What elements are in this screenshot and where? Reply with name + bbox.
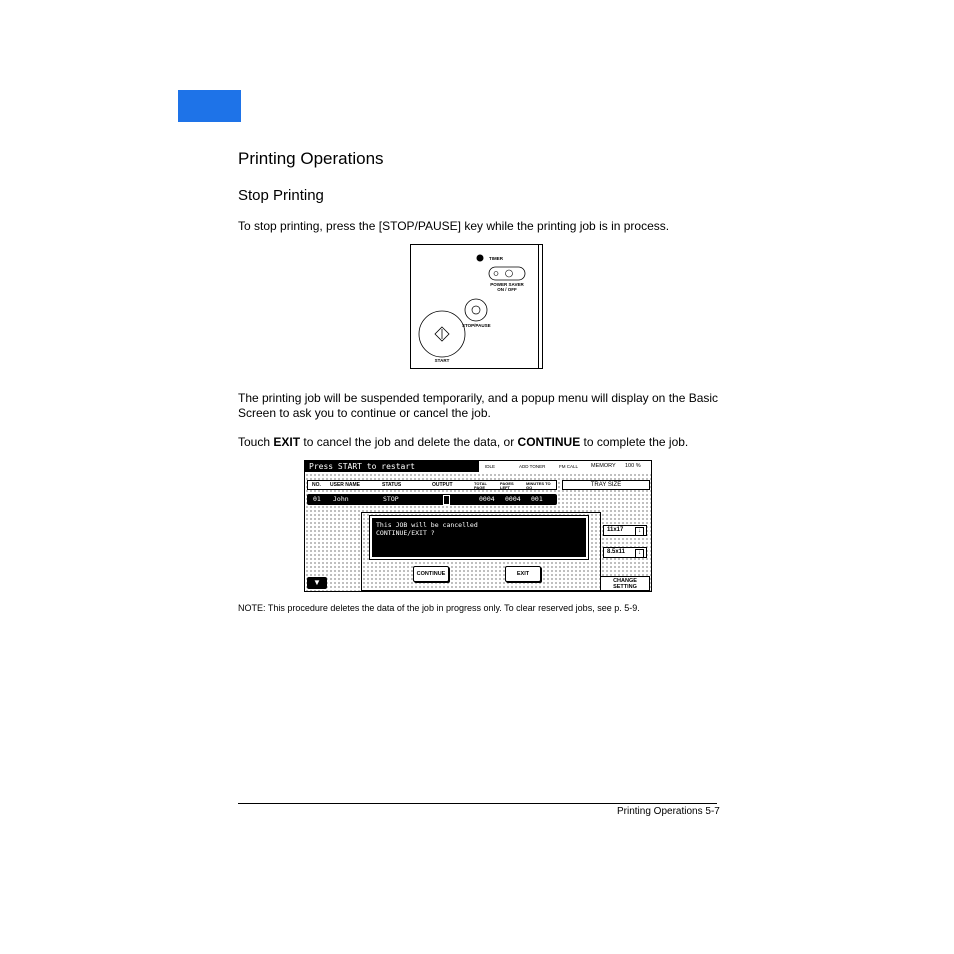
status-memory: MEMORY xyxy=(591,463,616,469)
cancel-popup-dialog xyxy=(361,512,601,591)
job-row[interactable]: 01 John STOP 0004 0004 001 xyxy=(307,494,557,505)
popup-message: This JOB will be cancelled CONTINUE/EXIT ? xyxy=(370,516,588,559)
start-label: START xyxy=(434,358,450,363)
basic-screen-illustration xyxy=(304,460,652,592)
exit-keyword: EXIT xyxy=(273,435,301,449)
tray-size-header: TRAY SIZE xyxy=(562,480,650,490)
job-list-header: NO. USER NAME STATUS OUTPUT TOTAL PAGE PAGES LEFT MINUTES TO GO xyxy=(307,480,557,490)
status-memory-percent: 100 % xyxy=(625,463,641,469)
control-panel-illustration xyxy=(410,244,543,369)
arrow-down-icon: ↓ xyxy=(635,549,644,558)
section-title: Printing Operations xyxy=(238,149,384,168)
chapter-tab-marker xyxy=(178,90,241,122)
change-setting-button[interactable]: CHANGE SETTING xyxy=(600,576,650,591)
exit-button[interactable]: EXIT xyxy=(505,566,541,582)
note-text: NOTE: This procedure deletes the data of the job in progress only. To clear reserved jobs, see p. 5-9. xyxy=(238,603,640,613)
stop-pause-key xyxy=(465,299,487,321)
screen-status-bar xyxy=(479,461,651,472)
status-add-toner: ADD TONER xyxy=(519,464,546,469)
timer-icon xyxy=(477,255,484,262)
output-tray-icon xyxy=(443,495,450,505)
arrow-down-icon: ▼ xyxy=(313,578,321,587)
stop-pause-label: STOP/PAUSE xyxy=(462,323,491,328)
status-idle: IDLE xyxy=(485,464,496,469)
paragraph-suspend-line1: The printing job will be suspended temporarily, and a popup menu will display on the Basic xyxy=(238,391,719,405)
control-panel-drawing xyxy=(411,245,544,370)
arrow-down-icon: ↓ xyxy=(635,527,644,536)
tray-11x17-button[interactable]: 11x17 ↓ xyxy=(603,525,647,536)
power-saver-key xyxy=(489,267,525,280)
status-fm-call: FM CALL xyxy=(559,464,579,469)
footer-page-label: Printing Operations 5-7 xyxy=(617,806,720,817)
screen-title: Press START to restart xyxy=(305,461,479,472)
tray-8-5x11-button[interactable]: 8.5x11 ↓ xyxy=(603,547,647,558)
scroll-down-button[interactable] xyxy=(307,577,327,589)
subsection-title: Stop Printing xyxy=(238,187,324,204)
paragraph-touch-instructions: Touch EXIT to cancel the job and delete the data, or CONTINUE to complete the job. xyxy=(238,435,689,449)
timer-label: TIMER xyxy=(489,256,503,261)
power-saver-label: POWER SAVER ON / OFF xyxy=(490,282,524,292)
continue-keyword: CONTINUE xyxy=(517,435,581,449)
paragraph-suspend-line2: Screen to ask you to continue or cancel the job. xyxy=(238,406,491,420)
continue-button[interactable]: CONTINUE xyxy=(413,566,449,582)
footer-divider xyxy=(238,803,717,804)
intro-paragraph: To stop printing, press the [STOP/PAUSE] key while the printing job is in process. xyxy=(238,219,670,233)
